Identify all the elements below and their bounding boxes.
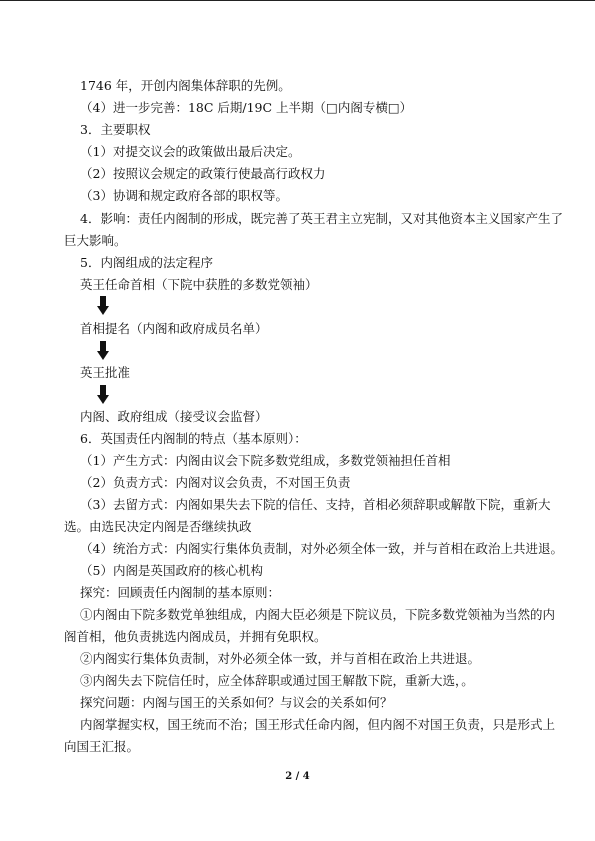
text-line-4: （1）对提交议会的政策做出最后决定。 xyxy=(80,144,301,159)
text-line-27: 内阁掌握实权，国王统而不治；国王形式任命内阁，但内阁不对国王负责，只是形式上 xyxy=(80,717,556,732)
text-line-18: 选。由选民决定内阁是否继续执政 xyxy=(64,519,252,534)
down-arrow-icon xyxy=(97,385,109,405)
section-heading-5: 5．内阁组成的法定程序 xyxy=(80,255,213,270)
text-line-5: （2）按照议会规定的政策行使最高行政权力 xyxy=(80,166,326,181)
flow-step-2: 首相提名（内阁和政府成员名单） xyxy=(80,321,268,336)
text-line-8: 巨大影响。 xyxy=(64,233,127,248)
text-line-2: （4）进一步完善：18C 后期/19C 上半期（□内阁专横□） xyxy=(80,100,413,115)
text-line-1: 1746 年，开创内阁集体辞职的先例。 xyxy=(80,78,291,93)
section-heading-3: 3．主要职权 xyxy=(80,122,151,137)
text-line-15: （1）产生方式：内阁由议会下院多数党组成，多数党领袖担任首相 xyxy=(80,453,451,468)
text-line-19: （4）统治方式：内阁实行集体负责制，对外必须全体一致，并与首相在政治上共进退。 xyxy=(80,541,563,556)
text-line-25: ③内阁失去下院信任时，应全体辞职或通过国王解散下院，重新大选，。 xyxy=(80,673,474,688)
page-number: 2 / 4 xyxy=(285,771,310,782)
text-line-28: 向国王汇报。 xyxy=(64,739,140,754)
text-line-22: ①内阁由下院多数党单独组成，内阁大臣必须是下院议员，下院多数党领袖为当然的内 xyxy=(80,607,556,622)
down-arrow-icon xyxy=(97,296,109,316)
section-heading-4: 4．影响：责任内阁制的形成，既完善了英王君主立宪制，又对其他资本主义国家产生了 xyxy=(80,211,563,226)
inquiry-question: 探究问题：内阁与国王的关系如何？与议会的关系如何？ xyxy=(80,695,393,710)
down-arrow-icon xyxy=(97,341,109,361)
text-line-6: （3）协调和规定政府各部的职权等。 xyxy=(80,188,288,203)
page-top-border xyxy=(0,0,595,1)
flow-step-3: 英王批准 xyxy=(80,365,131,380)
text-line-17: （3）去留方式：内阁如果失去下院的信任、支持，首相必须辞职或解散下院，重新大 xyxy=(80,497,551,512)
text-line-20: （5）内阁是英国政府的核心机构 xyxy=(80,563,263,578)
inquiry-heading: 探究：回顾责任内阁制的基本原则： xyxy=(80,585,281,600)
section-heading-6: 6．英国责任内阁制的特点（基本原则）： xyxy=(80,431,307,446)
text-line-24: ②内阁实行集体负责制，对外必须全体一致，并与首相在政治上共进退。 xyxy=(80,651,481,666)
flow-step-4: 内阁、政府组成（接受议会监督） xyxy=(80,409,268,424)
text-line-23: 阁首相，他负责挑选内阁成员，并拥有免职权。 xyxy=(64,629,327,644)
flow-step-1: 英王任命首相（下院中获胜的多数党领袖） xyxy=(80,277,318,292)
text-line-16: （2）负责方式：内阁对议会负责，不对国王负责 xyxy=(80,475,351,490)
